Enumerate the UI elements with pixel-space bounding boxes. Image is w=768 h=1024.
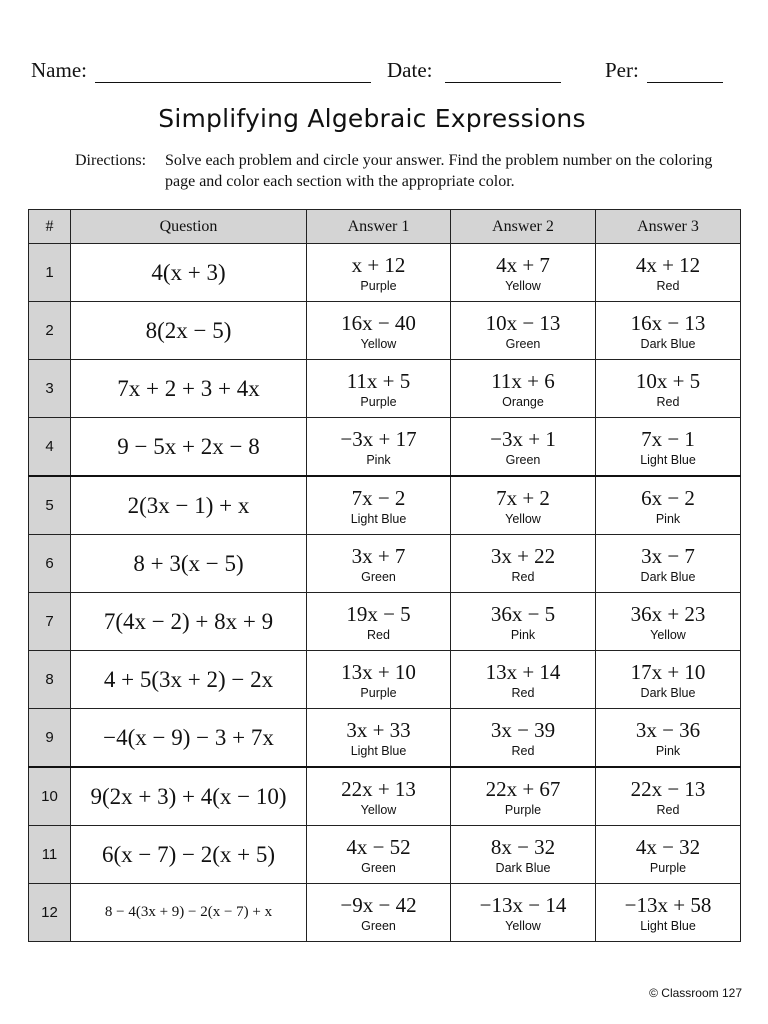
table-row	[29, 651, 741, 709]
answer-color-label: Orange	[502, 394, 544, 409]
problem-number: 12	[29, 884, 71, 942]
answer-color-label: Light Blue	[640, 452, 696, 467]
problem-number: 1	[29, 244, 71, 302]
answer-expression: 7x − 1	[641, 426, 695, 451]
answer-color-label: Purple	[360, 685, 397, 700]
problem-number: 4	[29, 418, 71, 477]
answer-color-label: Purple	[360, 394, 397, 409]
answer-expression: x + 12	[351, 252, 406, 277]
answer-color-label: Purple	[649, 860, 687, 875]
answer-color-label: Dark Blue	[640, 569, 696, 584]
table-row	[29, 767, 741, 826]
answer-expression: 6x − 2	[641, 485, 695, 510]
answer-2-cell[interactable]	[451, 767, 596, 826]
answer-expression: 22x − 13	[630, 776, 706, 801]
answer-3-cell[interactable]	[596, 709, 741, 768]
answer-2-cell[interactable]	[451, 476, 596, 535]
date-blank[interactable]	[445, 82, 561, 83]
problem-number: 5	[29, 476, 71, 535]
answer-expression: 4x − 32	[635, 834, 701, 859]
answer-1-cell[interactable]	[307, 476, 451, 535]
answer-expression: 11x + 6	[491, 368, 555, 393]
answer-color-label: Green	[505, 452, 541, 467]
answer-2-cell[interactable]	[451, 593, 596, 651]
answer-expression: 4x + 12	[635, 252, 701, 277]
answer-1-cell[interactable]	[307, 535, 451, 593]
answer-2-cell[interactable]	[451, 709, 596, 768]
table-row	[29, 476, 741, 535]
answer-expression: 10x + 5	[635, 368, 701, 393]
answer-expression: 3x − 7	[641, 543, 695, 568]
answer-color-label: Green	[361, 569, 396, 584]
period-blank[interactable]	[647, 82, 723, 83]
answer-2-cell[interactable]	[451, 535, 596, 593]
name-label: Name:	[31, 58, 87, 82]
answer-expression: 4x + 7	[496, 252, 550, 277]
answer-expression: −13x + 58	[624, 892, 712, 917]
question-expression: 7x + 2 + 3 + 4x	[71, 360, 307, 418]
table-row	[29, 418, 741, 477]
answer-3-cell[interactable]	[596, 535, 741, 593]
problem-number: 9	[29, 709, 71, 768]
answer-1-cell[interactable]	[307, 709, 451, 768]
answer-1-cell[interactable]	[307, 651, 451, 709]
question-expression: 9 − 5x + 2x − 8	[71, 418, 307, 477]
date-label: Date:	[387, 58, 433, 82]
answer-color-label: Pink	[655, 511, 681, 526]
answer-color-label: Green	[361, 918, 396, 933]
answer-1-cell[interactable]	[307, 593, 451, 651]
problems-table	[28, 209, 741, 942]
answer-expression: 16x − 13	[630, 310, 706, 335]
answer-3-cell[interactable]	[596, 826, 741, 884]
answer-1-cell[interactable]	[307, 244, 451, 302]
answer-color-label: Purple	[504, 802, 542, 817]
problem-number: 2	[29, 302, 71, 360]
answer-color-label: Yellow	[360, 802, 397, 817]
answer-color-label: Purple	[360, 278, 397, 293]
answer-expression: 36x − 5	[490, 601, 556, 626]
directions-text: Solve each problem and circle your answer. Find the problem number on the coloring page and color each section with the appropriate color.	[165, 152, 713, 190]
table-row	[29, 884, 741, 942]
answer-expression: 3x + 7	[351, 543, 406, 568]
answer-color-label: Red	[656, 278, 680, 293]
answer-expression: 17x + 10	[630, 659, 706, 684]
answer-expression: 3x + 22	[490, 543, 556, 568]
table-row	[29, 244, 741, 302]
answer-expression: 3x − 39	[490, 717, 556, 742]
question-expression: 4(x + 3)	[71, 244, 307, 302]
answer-color-label: Red	[656, 802, 680, 817]
answer-expression: 22x + 13	[341, 776, 416, 801]
answer-2-cell[interactable]	[451, 651, 596, 709]
question-expression: 4 + 5(3x + 2) − 2x	[71, 651, 307, 709]
header-answer-1: Answer 1	[307, 210, 451, 244]
answer-3-cell[interactable]	[596, 302, 741, 360]
table-row	[29, 709, 741, 768]
answer-1-cell[interactable]	[307, 767, 451, 826]
problem-number: 3	[29, 360, 71, 418]
answer-2-cell[interactable]	[451, 826, 596, 884]
answer-expression: 19x − 5	[346, 601, 411, 626]
header-number: #	[29, 210, 71, 244]
answer-3-cell[interactable]	[596, 476, 741, 535]
answer-3-cell[interactable]	[596, 593, 741, 651]
answer-color-label: Yellow	[505, 278, 541, 293]
question-expression: 8(2x − 5)	[71, 302, 307, 360]
answer-expression: 10x − 13	[485, 310, 561, 335]
answer-1-cell[interactable]	[307, 418, 451, 477]
answer-2-cell[interactable]	[451, 418, 596, 477]
name-blank[interactable]	[95, 82, 371, 83]
answer-2-cell[interactable]	[451, 884, 596, 942]
table-row	[29, 593, 741, 651]
copyright-footer: © Classroom 127	[649, 986, 742, 1000]
problem-number: 8	[29, 651, 71, 709]
answer-3-cell[interactable]	[596, 360, 741, 418]
answer-color-label: Red	[511, 743, 535, 758]
answer-color-label: Red	[511, 569, 535, 584]
answer-color-label: Dark Blue	[640, 336, 696, 351]
answer-color-label: Pink	[366, 452, 391, 467]
answer-color-label: Red	[511, 685, 535, 700]
answer-expression: −3x + 1	[490, 426, 556, 451]
answer-expression: 3x + 33	[346, 717, 411, 742]
problem-number: 6	[29, 535, 71, 593]
answer-color-label: Light Blue	[640, 918, 696, 933]
answer-expression: 22x + 67	[485, 776, 561, 801]
question-expression: 8 − 4(3x + 9) − 2(x − 7) + x	[71, 884, 307, 942]
answer-expression: 13x + 14	[485, 659, 561, 684]
table-row	[29, 302, 741, 360]
period-label: Per:	[605, 58, 639, 82]
answer-expression: 4x − 52	[346, 834, 411, 859]
directions-label: Directions:	[75, 152, 147, 169]
answer-expression: −13x − 14	[479, 892, 567, 917]
question-expression: 2(3x − 1) + x	[71, 476, 307, 535]
answer-3-cell[interactable]	[596, 767, 741, 826]
answer-1-cell[interactable]	[307, 360, 451, 418]
answer-3-cell[interactable]	[596, 884, 741, 942]
answer-color-label: Pink	[655, 743, 681, 758]
answer-color-label: Green	[361, 860, 396, 875]
answer-2-cell[interactable]	[451, 302, 596, 360]
answer-3-cell[interactable]	[596, 244, 741, 302]
problem-number: 7	[29, 593, 71, 651]
answer-color-label: Yellow	[650, 627, 686, 642]
answer-expression: 13x + 10	[341, 659, 416, 684]
question-expression: 8 + 3(x − 5)	[71, 535, 307, 593]
header-answer-3: Answer 3	[596, 210, 741, 244]
answer-color-label: Red	[656, 394, 680, 409]
answer-3-cell[interactable]	[596, 651, 741, 709]
answer-color-label: Red	[367, 627, 390, 642]
answer-expression: −3x + 17	[340, 426, 417, 451]
answer-1-cell[interactable]	[307, 826, 451, 884]
answer-color-label: Dark Blue	[640, 685, 696, 700]
answer-2-cell[interactable]	[451, 360, 596, 418]
question-expression: 6(x − 7) − 2(x + 5)	[71, 826, 307, 884]
answer-color-label: Green	[505, 336, 541, 351]
answer-color-label: Dark Blue	[495, 860, 551, 875]
answer-expression: −9x − 42	[340, 892, 417, 917]
problem-number: 10	[29, 767, 71, 826]
table-header-row	[29, 210, 741, 244]
answer-expression: 3x − 36	[635, 717, 701, 742]
answer-1-cell[interactable]	[307, 302, 451, 360]
answer-color-label: Yellow	[360, 336, 397, 351]
answer-color-label: Light Blue	[350, 743, 407, 758]
header-answer-2: Answer 2	[451, 210, 596, 244]
answer-color-label: Light Blue	[350, 511, 407, 526]
student-info-header	[31, 58, 731, 88]
answer-2-cell[interactable]	[451, 244, 596, 302]
answer-expression: 16x − 40	[341, 310, 416, 335]
answer-expression: 11x + 5	[346, 368, 411, 393]
page-title: Simplifying Algebraic Expressions	[158, 104, 586, 133]
answer-color-label: Yellow	[505, 918, 541, 933]
table-row	[29, 360, 741, 418]
question-expression: 9(2x + 3) + 4(x − 10)	[71, 767, 307, 826]
table-row	[29, 826, 741, 884]
answer-expression: 8x − 32	[490, 834, 556, 859]
answer-3-cell[interactable]	[596, 418, 741, 477]
answer-expression: 7x + 2	[496, 485, 550, 510]
question-expression: 7(4x − 2) + 8x + 9	[71, 593, 307, 651]
answer-expression: 36x + 23	[630, 601, 706, 626]
answer-expression: 7x − 2	[351, 485, 406, 510]
question-expression: −4(x − 9) − 3 + 7x	[71, 709, 307, 768]
table-row	[29, 535, 741, 593]
answer-color-label: Pink	[510, 627, 536, 642]
answer-color-label: Yellow	[505, 511, 541, 526]
problem-number: 11	[29, 826, 71, 884]
answer-1-cell[interactable]	[307, 884, 451, 942]
header-question: Question	[71, 210, 307, 244]
